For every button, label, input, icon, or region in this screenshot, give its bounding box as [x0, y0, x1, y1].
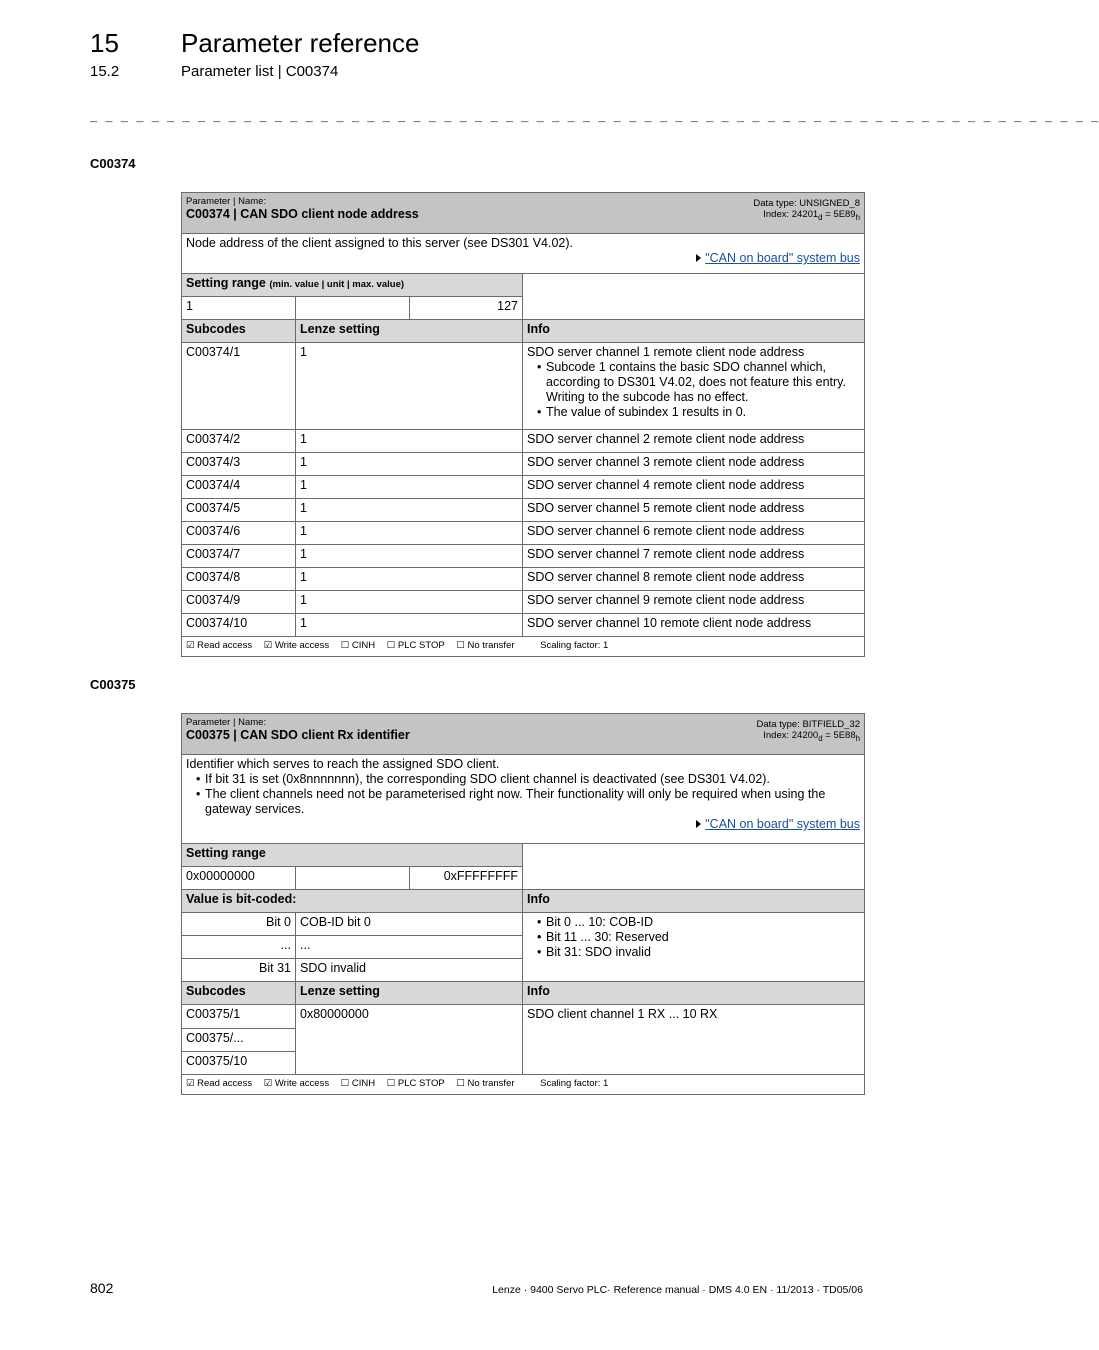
param-name: C00374 | CAN SDO client node address	[186, 207, 419, 221]
bit-name-cell: COB-ID bit 0	[296, 913, 523, 936]
table-row	[182, 614, 865, 637]
subcode-cell: C00374/10	[182, 614, 296, 637]
param-label: Parameter | Name:	[186, 196, 267, 207]
lenze-value-cell: 0x80000000	[296, 1005, 523, 1075]
page-number: 802	[90, 1280, 114, 1296]
info-cell: SDO server channel 4 remote client node address	[523, 476, 865, 499]
subcode-cell: C00375/10	[182, 1052, 296, 1075]
info-cell: SDO client channel 1 RX ... 10 RX	[523, 1005, 865, 1075]
lenze-value-cell: 1	[296, 476, 523, 499]
table-header-row	[182, 193, 865, 234]
subcode-cell: C00374/1	[182, 343, 296, 430]
bit-info-cell	[523, 913, 865, 982]
col-info: Info	[523, 982, 865, 1005]
col-subcodes: Subcodes	[182, 982, 296, 1005]
col-info: Info	[523, 890, 865, 913]
col-lenze-setting: Lenze setting	[296, 320, 523, 343]
system-bus-link[interactable]: "CAN on board" system bus	[705, 251, 860, 265]
info-cell: SDO server channel 5 remote client node address	[523, 499, 865, 522]
subcode-cell: C00375/...	[182, 1029, 296, 1052]
arrow-right-icon	[696, 820, 701, 828]
table-row	[182, 568, 865, 591]
range-unit	[296, 867, 410, 890]
subcode-cell: C00374/5	[182, 499, 296, 522]
setting-range-blank	[523, 274, 865, 320]
lenze-value-cell: 1	[296, 499, 523, 522]
lenze-value-cell: 1	[296, 343, 523, 430]
subcode-cell: C00374/7	[182, 545, 296, 568]
write-access-checkbox: ☑ Write access	[263, 1078, 330, 1089]
subcode-cell: C00374/4	[182, 476, 296, 499]
range-max: 0xFFFFFFFF	[410, 867, 523, 890]
datatype-info: Data type: UNSIGNED_8 Index: $24201_d = 5E89_h$	[753, 198, 860, 222]
setting-range-header: Setting range (min. value | unit | max. value)	[182, 274, 523, 297]
lenze-value-cell: 1	[296, 522, 523, 545]
subcode-cell: C00374/3	[182, 453, 296, 476]
table-header-row	[182, 714, 865, 755]
table-row	[182, 476, 865, 499]
range-max: 127	[410, 297, 523, 320]
section-title: Parameter list | C00374	[181, 63, 339, 80]
no-transfer-checkbox: ☐ No transfer	[456, 640, 515, 651]
read-access-checkbox: ☑ Read access	[186, 1078, 253, 1089]
info-cell: SDO server channel 2 remote client node address	[523, 430, 865, 453]
col-lenze-setting: Lenze setting	[296, 982, 523, 1005]
info-cell: SDO server channel 9 remote client node address	[523, 591, 865, 614]
table-row	[182, 522, 865, 545]
section-number: 15.2	[90, 63, 120, 80]
param-description: Node address of the client assigned to this server (see DS301 V4.02).	[186, 236, 574, 250]
header-separator: _ _ _ _ _ _ _ _ _ _ _ _ _ _ _ _ _ _ _ _ _ _ _ _ _ _ _ _ _ _ _ _ _ _ _ _ _ _ _ _ _ _ _ _ _ _ _ _ _ _ _ _ _ _ _ _ _ _ _ _ _ _ _ _ _ _	[90, 111, 1099, 125]
info-bullet: • Bit 31: SDO invalid	[537, 945, 860, 960]
bit-number-cell: Bit 31	[182, 959, 296, 982]
table-row	[182, 453, 865, 476]
lenze-value-cell: 1	[296, 430, 523, 453]
parameter-table-c00375	[181, 713, 865, 1095]
arrow-right-icon	[696, 254, 701, 262]
info-bullet: • Subcode 1 contains the basic SDO channel which, according to DS301 V4.02, does not feature this entry. Writing to the subcode has no effect.	[537, 360, 860, 405]
bit-name-cell: ...	[296, 936, 523, 959]
info-cell: SDO server channel 10 remote client node address	[523, 614, 865, 637]
datatype-info: Data type: BITFIELD_32 Index: $24200_d = 5E88_h$	[756, 719, 861, 743]
table-row	[182, 591, 865, 614]
col-subcodes: Subcodes	[182, 320, 296, 343]
read-access-checkbox: ☑ Read access	[186, 640, 253, 651]
subcode-cell: C00375/1	[182, 1005, 296, 1029]
table-row	[182, 1005, 865, 1029]
subcode-cell: C00374/8	[182, 568, 296, 591]
plc-stop-checkbox: ☐ PLC STOP	[386, 640, 445, 651]
info-bullet: • Bit 0 ... 10: COB-ID	[537, 915, 860, 930]
subcode-cell: C00374/2	[182, 430, 296, 453]
info-cell: SDO server channel 7 remote client node address	[523, 545, 865, 568]
scaling-factor: Scaling factor: 1	[540, 640, 609, 651]
table-row	[182, 913, 865, 936]
table-row	[182, 430, 865, 453]
description-bullet: • The client channels need not be parameterised right now. Their functionality will only be required when using the gateway services.	[196, 787, 860, 817]
chapter-number: 15	[90, 28, 119, 58]
no-transfer-checkbox: ☐ No transfer	[456, 1078, 515, 1089]
subcode-cell: C00374/9	[182, 591, 296, 614]
info-cell: SDO server channel 8 remote client node address	[523, 568, 865, 591]
info-cell: SDO server channel 6 remote client node address	[523, 522, 865, 545]
lenze-value-cell: 1	[296, 453, 523, 476]
access-footer	[182, 637, 865, 657]
info-cell: SDO server channel 3 remote client node address	[523, 453, 865, 476]
info-bullet: • Bit 11 ... 30: Reserved	[537, 930, 860, 945]
parameter-table-c00374	[181, 192, 865, 657]
subcode-cell: C00374/6	[182, 522, 296, 545]
description-bullet: • If bit 31 is set (0x8nnnnnnn), the corresponding SDO client channel is deactivated (see DS301 V4.02).	[196, 772, 860, 787]
bit-number-cell: ...	[182, 936, 296, 959]
system-bus-link[interactable]: "CAN on board" system bus	[705, 817, 861, 831]
write-access-checkbox: ☑ Write access	[263, 640, 330, 651]
param-label: Parameter | Name:	[186, 717, 267, 728]
info-bullet: • The value of subindex 1 results in 0.	[537, 405, 860, 420]
scaling-factor: Scaling factor: 1	[540, 1078, 609, 1089]
cinh-checkbox: ☐ CINH	[340, 1078, 376, 1089]
param-description: Identifier which serves to reach the assigned SDO client.	[186, 757, 500, 771]
document-info: Lenze · 9400 Servo PLC· Reference manual · DMS 4.0 EN · 11/2013 · TD05/06	[492, 1284, 863, 1296]
table-row	[182, 499, 865, 522]
plc-stop-checkbox: ☐ PLC STOP	[386, 1078, 445, 1089]
bit-name-cell: SDO invalid	[296, 959, 523, 982]
bit-number-cell: Bit 0	[182, 913, 296, 936]
range-min: 0x00000000	[182, 867, 296, 890]
param-name: C00375 | CAN SDO client Rx identifier	[186, 728, 410, 742]
lenze-value-cell: 1	[296, 591, 523, 614]
lenze-value-cell: 1	[296, 614, 523, 637]
setting-range-blank	[523, 844, 865, 890]
range-min: 1	[182, 297, 296, 320]
access-footer	[182, 1075, 865, 1095]
col-info: Info	[523, 320, 865, 343]
bitcoded-header: Value is bit-coded:	[182, 890, 523, 913]
parameter-heading-c00374: C00374	[90, 156, 136, 171]
setting-range-header: Setting range	[182, 844, 523, 867]
cinh-checkbox: ☐ CINH	[340, 640, 376, 651]
parameter-heading-c00375: C00375	[90, 677, 136, 692]
chapter-title: Parameter reference	[181, 28, 420, 58]
range-unit	[296, 297, 410, 320]
lenze-value-cell: 1	[296, 545, 523, 568]
table-row	[182, 343, 865, 430]
lenze-value-cell: 1	[296, 568, 523, 591]
table-row	[182, 545, 865, 568]
info-cell: SDO server channel 1 remote client node address • Subcode 1 contains the basic SDO channel which, according to DS301 V4.02, does not feature this entry. Writing to the subcode has no effect. • The value of subindex 1 results in 0.	[523, 343, 865, 430]
